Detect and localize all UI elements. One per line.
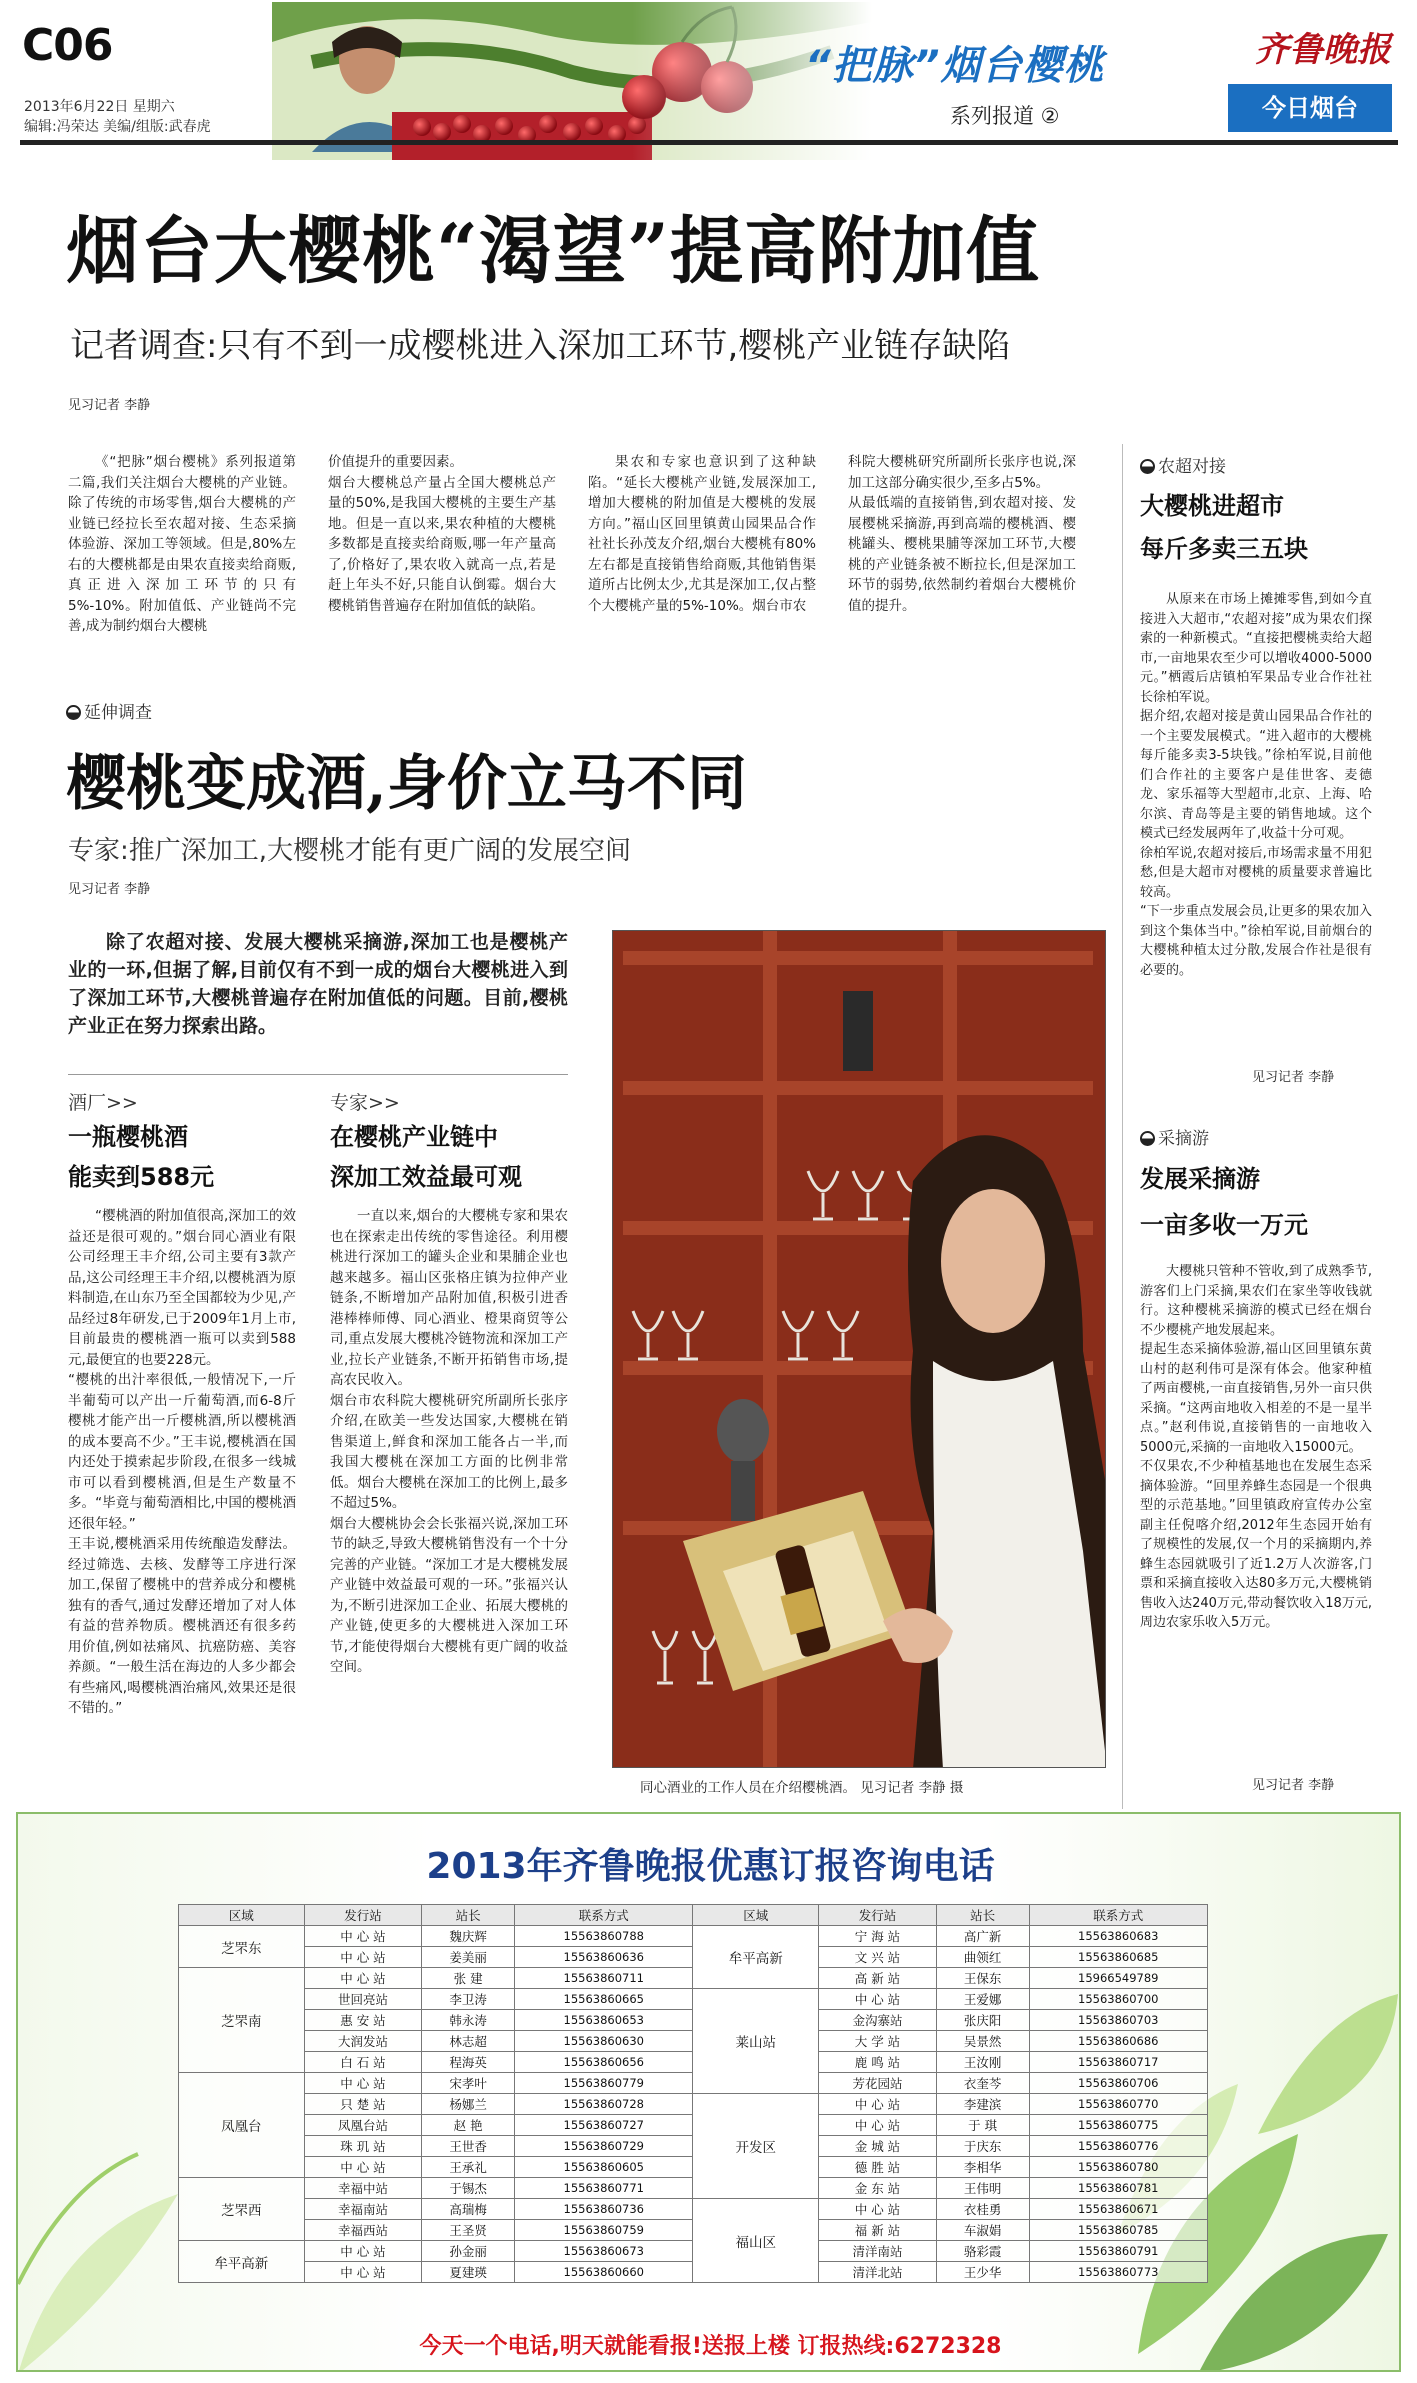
side2-body: 大樱桃只管种不管收,到了成熟季节,游客们上门采摘,果农们在家坐等收钱就行。这种樱桃采摘游的模式已经在烟台不少樱桃产地发展起来。 提起生态采摘体验游,福山区回里镇东黄山村的赵利伟可是深有体会。他家种植了两亩樱桃,一亩直接销售,另外一亩只供采摘。“这两亩地收入相差的不是一星半点。”赵利伟说,直接销售的一亩地收入5000元,采摘的一亩地收入15000元。 不仅果农,不少种植基地也在发展生态采摘体验游。“回里养蜂生态园是一个很典型的示范基地。”回里镇政府宣传办公室副主任倪喀介绍,2012年生态园开始有了规模性的发展,仅一个月的采摘期内,养蜂生态园就吸引了近1.2万人次游客,门票和采摘直接收入达80多万元,大樱桃销售收入达240万元,带动餐饮收入18万元,周边农家乐收入5万元。 (1140, 1264, 1372, 1630)
manager-cell: 夏建瑛 (422, 2262, 515, 2283)
masthead-rule (20, 140, 1398, 145)
manager-cell: 王爱娜 (936, 1989, 1029, 2010)
editor-credits: 编辑:冯荣达 美编/组版:武春虎 (24, 119, 211, 135)
section-marker-icon (1140, 1131, 1155, 1146)
manager-cell: 孙金丽 (422, 2241, 515, 2262)
station-cell: 芳花园站 (819, 2073, 937, 2094)
phone-cell: 15563860776 (1029, 2136, 1207, 2157)
photo-caption: 同心酒业的工作人员在介绍樱桃酒。 见习记者 李静 摄 (640, 1780, 964, 1796)
station-cell: 金 东 站 (819, 2178, 937, 2199)
side1-title-1: 大樱桃进超市 (1140, 492, 1284, 520)
phone-cell: 15563860706 (1029, 2073, 1207, 2094)
station-cell: 大 学 站 (819, 2031, 937, 2052)
table-row (179, 1989, 1208, 2010)
manager-cell: 李相华 (936, 2157, 1029, 2178)
phone-cell: 15563860717 (1029, 2052, 1207, 2073)
masthead (0, 0, 1417, 168)
station-cell: 清洋南站 (819, 2241, 937, 2262)
manager-cell: 程海英 (422, 2052, 515, 2073)
station-cell: 中 心 站 (819, 2115, 937, 2136)
side2-byline: 见习记者 李静 (1252, 1778, 1335, 1793)
manager-cell: 王圣贤 (422, 2220, 515, 2241)
station-cell: 大润发站 (304, 2031, 422, 2052)
section-tag-label: 延伸调查 (84, 703, 152, 723)
manager-cell: 魏庆辉 (422, 1926, 515, 1947)
phone-cell: 15563860791 (1029, 2241, 1207, 2262)
phone-cell: 15563860788 (515, 1926, 693, 1947)
side2-section-tag (1140, 1124, 1209, 1149)
article1-col3: 果农和专家也意识到了这种缺陷。“延长大樱桃产业链,发展深加工,增加大樱桃的附加值是大樱桃的发展方向。”福山区回里镇黄山园果品合作社社长孙茂友介绍,烟台大樱桃有80%左右都是直接销售给商贩,其他销售渠道所占比例太少,尤其是深加工,仅占整个大樱桃产量的5%-10%。烟台市农 (588, 454, 816, 614)
region-cell: 芝罘西 (179, 2178, 305, 2241)
station-cell: 清洋北站 (819, 2262, 937, 2283)
lead-rule (68, 1074, 568, 1075)
manager-cell: 于 琪 (936, 2115, 1029, 2136)
subscription-table (178, 1904, 1208, 2283)
station-cell: 幸福南站 (304, 2199, 422, 2220)
manager-cell: 宋孝叶 (422, 2073, 515, 2094)
article1-headline: 烟台大樱桃“渴望”提高附加值 (66, 208, 1040, 294)
region-cell: 牟平高新 (179, 2241, 305, 2283)
station-cell: 中 心 站 (819, 2199, 937, 2220)
article2-subheadline: 专家:推广深加工,大樱桃才能有更广阔的发展空间 (68, 836, 632, 866)
station-cell: 白 石 站 (304, 2052, 422, 2073)
left-title-1: 一瓶樱桃酒 (68, 1123, 188, 1151)
manager-cell: 韩永涛 (422, 2010, 515, 2031)
manager-cell: 骆彩霞 (936, 2241, 1029, 2262)
side1-title-2: 每斤多卖三五块 (1140, 535, 1308, 563)
station-cell: 珠 玑 站 (304, 2136, 422, 2157)
manager-cell: 李卫涛 (422, 1989, 515, 2010)
phone-cell: 15966549789 (1029, 1968, 1207, 1989)
station-cell: 中 心 站 (304, 1947, 422, 1968)
manager-cell: 林志超 (422, 2031, 515, 2052)
manager-cell: 王承礼 (422, 2157, 515, 2178)
article1-subheadline: 记者调查:只有不到一成樱桃进入深加工环节,樱桃产业链存缺陷 (70, 326, 1011, 366)
manager-cell: 衣桂勇 (936, 2199, 1029, 2220)
table-header-cell: 区域 (693, 1905, 819, 1926)
phone-cell: 15563860656 (515, 2052, 693, 2073)
station-cell: 鹿 鸣 站 (819, 2052, 937, 2073)
mid-title-1: 在樱桃产业链中 (330, 1123, 498, 1151)
phone-cell: 15563860685 (1029, 1947, 1207, 1968)
left-body: “樱桃酒的附加值很高,深加工的效益还是很可观的。”烟台同心酒业有限公司经理王丰介绍,公司主要有3款产品,这公司经理王丰介绍,以樱桃酒为原料制造,在山东乃至全国都较为少见,产品经过8年研发,已于2009年1月上市,目前最贵的樱桃酒一瓶可以卖到588元,最便宜的也要228元。 “樱桃的出汁率很低,一般情况下,一斤半葡萄可以产出一斤葡萄酒,而6-8斤樱桃才能产出一斤樱桃酒,所以樱桃酒的成本要高不少。”王丰说,樱桃酒在国内还处于摸索起步阶段,在很多一线城市可以看到樱桃酒,但是生产数量不多。“毕竟与葡萄酒相比,中国的樱桃酒还很年轻。” 王丰说,樱桃酒采用传统酿造发酵法。经过筛选、去核、发酵等工序进行深加工,保留了樱桃中的营养成分和樱桃独有的香气,通过发酵还增加了对人体有益的营养物质。樱桃酒还有很多药用价值,例如祛痛风、抗癌防癌、美容养颜。“一般生活在海边的人多少都会有些痛风,喝樱桃酒治痛风,效果还是很不错的。” (68, 1208, 296, 1716)
section-tag-label: 采摘游 (1158, 1129, 1209, 1149)
manager-cell: 李建滨 (936, 2094, 1029, 2115)
manager-cell: 于庆东 (936, 2136, 1029, 2157)
station-cell: 中 心 站 (304, 1968, 422, 1989)
series-subtitle: 系列报道 ② (950, 104, 1060, 128)
left-kicker: 酒厂>> (68, 1092, 138, 1114)
table-header-cell: 站长 (936, 1905, 1029, 1926)
table-header-row (179, 1905, 1208, 1926)
table-row (179, 2094, 1208, 2115)
station-cell: 中 心 站 (304, 2157, 422, 2178)
manager-cell: 杨娜兰 (422, 2094, 515, 2115)
phone-cell: 15563860770 (1029, 2094, 1207, 2115)
station-cell: 中 心 站 (304, 2262, 422, 2283)
station-cell: 中 心 站 (304, 2073, 422, 2094)
manager-cell: 高广新 (936, 1926, 1029, 1947)
region-cell: 莱山站 (693, 1989, 819, 2094)
region-cell: 凤凰台 (179, 2073, 305, 2178)
station-cell: 中 心 站 (819, 1989, 937, 2010)
phone-cell: 15563860605 (515, 2157, 693, 2178)
page-number: C06 (22, 20, 113, 71)
article1-byline: 见习记者 李静 (68, 398, 151, 413)
subscription-ad (16, 1812, 1401, 2372)
station-cell: 幸福中站 (304, 2178, 422, 2199)
station-cell: 金沟寨站 (819, 2010, 937, 2031)
table-header-cell: 站长 (422, 1905, 515, 1926)
phone-cell: 15563860660 (515, 2262, 693, 2283)
station-cell: 文 兴 站 (819, 1947, 937, 1968)
manager-cell: 高瑞梅 (422, 2199, 515, 2220)
mid-body: 一直以来,烟台的大樱桃专家和果农也在探索走出传统的零售途径。利用樱桃进行深加工的罐头企业和果脯企业也越来越多。福山区张格庄镇为拉伸产业链条,不断增加产品附加值,积极引进香港棒棒师傅、同心酒业、橙果商贸等公司,重点发展大樱桃冷链物流和深加工产业,拉长产业链条,不断开拓销售市场,提高农民收入。 烟台市农科院大樱桃研究所副所长张序介绍,在欧美一些发达国家,大樱桃在销售渠道上,鲜食和深加工能各占一半,而我国大樱桃在深加工方面的比例非常低。烟台大樱桃在深加工的比例上,最多不超过5%。 烟台大樱桃协会会长张福兴说,深加工环节的缺乏,导致大樱桃销售没有一个十分完善的产业链。“深加工才是大樱桃发展产业链中效益最可观的一环。”张福兴认为,不断引进深加工企业、拓展大樱桃的产业链,使更多的大樱桃进入深加工环节,才能使得烟台大樱桃有更广阔的收益空间。 (330, 1208, 568, 1675)
newspaper-logo: 齐鲁晚报 (1255, 30, 1391, 70)
phone-cell: 15563860673 (515, 2241, 693, 2262)
station-cell: 金 城 站 (819, 2136, 937, 2157)
ad-title: 2013年齐鲁晚报优惠订报咨询电话 (426, 1846, 995, 1887)
issue-date: 2013年6月22日 星期六 (24, 99, 175, 115)
region-cell: 芝罘南 (179, 1968, 305, 2073)
region-cell: 福山区 (693, 2199, 819, 2283)
phone-cell: 15563860703 (1029, 2010, 1207, 2031)
phone-cell: 15563860683 (1029, 1926, 1207, 1947)
article1-col4: 科院大樱桃研究所副所长张序也说,深加工这部分确实很少,至多占5%。 从最低端的直接销售,到农超对接、发展樱桃采摘游,再到高端的樱桃酒、樱桃罐头、樱桃果脯等深加工环节,大樱桃的产业链条被不断拉长,但是深加工环节的弱势,依然制约着烟台大樱桃价值的提升。 (848, 454, 1076, 614)
wine-photo (612, 930, 1106, 1768)
phone-cell: 15563860728 (515, 2094, 693, 2115)
phone-cell: 15563860653 (515, 2010, 693, 2031)
region-cell: 开发区 (693, 2094, 819, 2199)
mid-title-2: 深加工效益最可观 (330, 1163, 522, 1191)
section-tag-label: 农超对接 (1158, 457, 1226, 477)
phone-cell: 15563860779 (515, 2073, 693, 2094)
table-header-cell: 联系方式 (515, 1905, 693, 1926)
phone-cell: 15563860736 (515, 2199, 693, 2220)
station-cell: 惠 安 站 (304, 2010, 422, 2031)
manager-cell: 曲领红 (936, 1947, 1029, 1968)
article1-col2: 价值提升的重要因素。 烟台大樱桃总产量占全国大樱桃总产量的50%,是我国大樱桃的主要生产基地。但是一直以来,果农种植的大樱桃多数都是直接卖给商贩,哪一年产量高了,价格好了,果农收入就高一点,若是赶上年头不好,只能自认倒霉。烟台大樱桃销售普遍存在附加值低的缺陷。 (328, 454, 556, 614)
side1-section-tag (1140, 452, 1226, 477)
manager-cell: 张 建 (422, 1968, 515, 1989)
phone-cell: 15563860780 (1029, 2157, 1207, 2178)
station-cell: 世回亮站 (304, 1989, 422, 2010)
manager-cell: 王汝刚 (936, 2052, 1029, 2073)
table-header-cell: 区域 (179, 1905, 305, 1926)
table-row (179, 1926, 1208, 1947)
manager-cell: 王少华 (936, 2262, 1029, 2283)
station-cell: 高 新 站 (819, 1968, 937, 1989)
table-row (179, 2199, 1208, 2220)
phone-cell: 15563860671 (1029, 2199, 1207, 2220)
left-title-2: 能卖到588元 (68, 1163, 215, 1191)
phone-cell: 15563860727 (515, 2115, 693, 2136)
section-marker-icon (1140, 459, 1155, 474)
station-cell: 只 楚 站 (304, 2094, 422, 2115)
article2-section-tag (66, 698, 152, 723)
side1-byline: 见习记者 李静 (1252, 1070, 1335, 1085)
station-cell: 凤凰台站 (304, 2115, 422, 2136)
column-divider (1122, 444, 1123, 1809)
station-cell: 宁 海 站 (819, 1926, 937, 1947)
phone-cell: 15563860781 (1029, 2178, 1207, 2199)
manager-cell: 吴景然 (936, 2031, 1029, 2052)
manager-cell: 车淑娟 (936, 2220, 1029, 2241)
woman-with-cherry-wine-photo (613, 931, 1106, 1768)
manager-cell: 衣奎芩 (936, 2073, 1029, 2094)
side1-body: 从原来在市场上摊摊零售,到如今直接进入大超市,“农超对接”成为果农们探索的一种新模式。“直接把樱桃卖给大超市,一亩地果农至少可以增收4000-5000元。”栖霞后店镇柏军果品专业合作社社长徐柏军说。 据介绍,农超对接是黄山园果品合作社的一个主要发展模式。“进入超市的大樱桃每斤能多卖3-5块钱。”徐柏军说,目前他们合作社的主要客户是佳世客、麦德龙、家乐福等大型超市,北京、上海、哈尔滨、青岛等是主要的销售地域。这个模式已经发展两年了,收益十分可观。 徐柏军说,农超对接后,市场需求量不用犯愁,但是大超市对樱桃的质量要求普遍比较高。 “下一步重点发展会员,让更多的果农加入到这个集体当中。”徐柏军说,目前烟台的大樱桃种植太过分散,发展合作社是很有必要的。 (1140, 592, 1372, 978)
article2-headline: 樱桃变成酒,身价立马不同 (66, 749, 747, 819)
manager-cell: 姜美丽 (422, 1947, 515, 1968)
table-header-cell: 发行站 (304, 1905, 422, 1926)
manager-cell: 张庆阳 (936, 2010, 1029, 2031)
phone-cell: 15563860785 (1029, 2220, 1207, 2241)
section-marker-icon (66, 705, 81, 720)
station-cell: 中 心 站 (304, 2241, 422, 2262)
region-cell: 芝罘东 (179, 1926, 305, 1968)
mid-kicker: 专家>> (330, 1092, 400, 1114)
phone-cell: 15563860711 (515, 1968, 693, 1989)
phone-cell: 15563860686 (1029, 2031, 1207, 2052)
phone-cell: 15563860773 (1029, 2262, 1207, 2283)
manager-cell: 王世香 (422, 2136, 515, 2157)
station-cell: 中 心 站 (304, 1926, 422, 1947)
manager-cell: 王保东 (936, 1968, 1029, 1989)
manager-cell: 赵 艳 (422, 2115, 515, 2136)
masthead-photo (272, 2, 872, 160)
article1-col1: 《“把脉”烟台樱桃》系列报道第二篇,我们关注烟台大樱桃的产业链。除了传统的市场零售,烟台大樱桃的产业链已经拉长至农超对接、生态采摘体验游、深加工等领域。但是,80%左右的大樱桃都是由果农直接卖给商贩,真正进入深加工环节的只有5%-10%。附加值低、产业链尚不完善,成为制约烟台大樱桃 (68, 454, 296, 634)
region-cell: 牟平高新 (693, 1926, 819, 1989)
ad-footer: 今天一个电话,明天就能看报!送报上楼 订报热线:6272328 (419, 2334, 1002, 2359)
green-swirl-decoration (18, 2034, 198, 2372)
phone-cell: 15563860700 (1029, 1989, 1207, 2010)
station-cell: 幸福西站 (304, 2220, 422, 2241)
cherry-picker-photo (272, 2, 872, 160)
station-cell: 德 胜 站 (819, 2157, 937, 2178)
table-header-cell: 发行站 (819, 1905, 937, 1926)
phone-cell: 15563860759 (515, 2220, 693, 2241)
series-title: “把脉”烟台樱桃 (805, 43, 1105, 89)
phone-cell: 15563860771 (515, 2178, 693, 2199)
phone-cell: 15563860775 (1029, 2115, 1207, 2136)
station-cell: 中 心 站 (819, 2094, 937, 2115)
phone-cell: 15563860636 (515, 1947, 693, 1968)
manager-cell: 王伟明 (936, 2178, 1029, 2199)
phone-cell: 15563860630 (515, 2031, 693, 2052)
phone-cell: 15563860729 (515, 2136, 693, 2157)
side2-title-1: 发展采摘游 (1140, 1165, 1260, 1193)
article2-byline: 见习记者 李静 (68, 882, 151, 897)
station-cell: 福 新 站 (819, 2220, 937, 2241)
article2-lead: 除了农超对接、发展大樱桃采摘游,深加工也是樱桃产业的一环,但据了解,目前仅有不到一成的烟台大樱桃进入到了深加工环节,大樱桃普遍存在附加值低的问题。目前,樱桃产业正在努力探索出路。 (68, 931, 568, 1037)
manager-cell: 于锡杰 (422, 2178, 515, 2199)
table-header-cell: 联系方式 (1029, 1905, 1207, 1926)
section-badge: 今日烟台 (1228, 84, 1392, 132)
phone-cell: 15563860665 (515, 1989, 693, 2010)
side2-title-2: 一亩多收一万元 (1140, 1211, 1308, 1239)
